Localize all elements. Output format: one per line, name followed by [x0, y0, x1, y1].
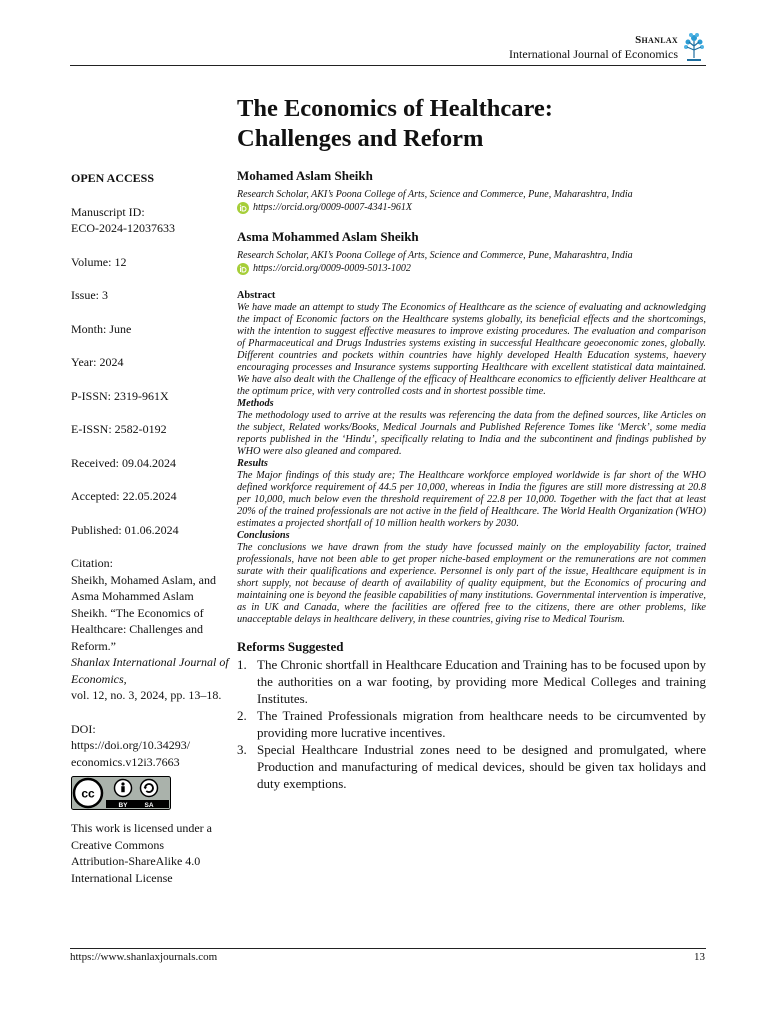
manuscript-id — [71, 204, 231, 237]
cc-by-text: BY — [118, 802, 128, 809]
month: Month: June — [71, 321, 132, 336]
received-date: Received: 09.04.2024 — [71, 455, 176, 470]
orcid-url[interactable]: https://orcid.org/0009-0009-5013-1002 — [253, 263, 411, 274]
header-divider — [70, 65, 706, 66]
list-item — [237, 656, 706, 707]
list-item-number: 3. — [237, 742, 247, 757]
footer-divider — [70, 948, 706, 949]
license-statement: This work is licensed under a Creative Commons Attribution-ShareAlike 4.0 International License — [71, 821, 212, 885]
shanlax-tree-logo — [682, 30, 706, 66]
orcid-icon — [237, 202, 249, 214]
methods-text: The methodology used to arrive at the results was referencing the data from the defined sources, like Articles on the subject, Related works/Books, Medical Journals and Published Reference Tomes like ‘Merck’, some media reports published in the ‘Hindu’, specifically relating to India and the subcontinent and findings published by WHO were also gleaned and compared. — [237, 410, 706, 457]
reforms-section — [237, 638, 706, 792]
author-affiliation: Research Scholar, AKI’s Poona College of Arts, Science and Commerce, Pune, Maharashtra, India — [237, 189, 633, 200]
abstract-heading: Abstract — [237, 290, 276, 301]
citation-label: Citation: — [71, 556, 113, 570]
list-item-number: 2. — [237, 708, 247, 723]
reforms-list — [237, 656, 706, 792]
citation-journal: Shanlax International Journal of Economics, — [71, 655, 229, 686]
cc-sa-text: SA — [144, 802, 154, 809]
year: Year: 2024 — [71, 355, 124, 369]
results-text: The Major findings of this study are; The Healthcare workforce employed worldwide is far short of the WHO defined workforce requirement of 44.5 per 10,000, whereas in India the figures are still more distressing at 20.8 per 10,000, much below even the threshold requirement of 22.8 per 10,000. Together with the fact that at least 20% of the trained professionals are not active in the field of Healthcare. The World Health Organization (WHO) estimates a projected shortfall of 10 million health workers by 2030. — [237, 470, 706, 529]
journal-header — [70, 30, 706, 60]
page-number: 13 — [694, 951, 705, 963]
reforms-heading: Reforms Suggested — [237, 639, 344, 654]
article-title — [237, 94, 706, 154]
cc-by-sa-license-icon[interactable] — [71, 776, 171, 810]
accepted-date: Accepted: 22.05.2024 — [71, 489, 177, 503]
list-item-number: 1. — [237, 657, 247, 672]
conclusions-heading: Conclusions — [237, 530, 290, 541]
abstract-section — [237, 290, 706, 626]
author-block-1 — [237, 168, 706, 215]
published-date: Published: 01.06.2024 — [71, 522, 179, 537]
doi-link[interactable]: https://doi.org/10.34293/ economics.v12i3.7663 — [71, 738, 191, 769]
conclusions-text: The conclusions we have drawn from the study have focussed mainly on the employability factor, trained professionals, have not been able to get proper niche-based employment or the remunerations are not commen surate with their qualifications and experience. Personnel is only part of the issue, Healthcare equipment is in short supply, not because of dearth of availability of quality equipment, but the Economics of procuring and maintaining one is beyond the feasible capabilities of many institutions. Governmental intervention is imperative, as in UK and Canada, where the facilities are offered free to the citizens, there are other problems, like unacceptable delays in healthcare delivery, in these countries, giving rise to Medical Tourism. — [237, 542, 706, 625]
orcid-icon — [237, 263, 249, 275]
doi-label: DOI: — [71, 721, 96, 736]
citation-text: Sheikh, Mohamed Aslam, and Asma Mohammed Aslam Sheikh. “The Economics of Healthcare: Challenges and Reform.” — [71, 572, 216, 653]
p-issn: P-ISSN: 2319-961X — [71, 388, 169, 403]
orcid-link[interactable] — [237, 262, 706, 276]
e-issn: E-ISSN: 2582-0192 — [71, 422, 167, 436]
journal-name: International Journal of Economics — [509, 47, 678, 61]
orcid-url[interactable]: https://orcid.org/0009-0007-4341-961X — [253, 202, 412, 213]
list-item-text: The Trained Professionals migration from healthcare needs to be circumvented by providing more lucrative incentives. — [257, 708, 706, 740]
author-name: Asma Mohammed Aslam Sheikh — [237, 229, 419, 244]
list-item — [237, 707, 706, 741]
orcid-link[interactable] — [237, 201, 706, 215]
author-affiliation: Research Scholar, AKI’s Poona College of Arts, Science and Commerce, Pune, Maharashtra, India — [237, 250, 633, 261]
methods-heading: Methods — [237, 398, 274, 409]
open-access-label: OPEN ACCESS — [71, 171, 155, 185]
citation — [71, 555, 231, 704]
list-item-text: Special Healthcare Industrial zones need to be designed and promulgated, where Production and manufacturing of medical devices, should be given tax holidays and duty exemptions. — [257, 742, 706, 791]
author-name: Mohamed Aslam Sheikh — [237, 168, 373, 183]
citation-volume: vol. 12, no. 3, 2024, pp. 13–18. — [71, 688, 222, 702]
article-body — [237, 94, 706, 792]
volume: Volume: 12 — [71, 254, 127, 269]
article-metadata-sidebar — [71, 170, 231, 886]
list-item — [237, 741, 706, 792]
list-item-text: The Chronic shortfall in Healthcare Education and Training has to be focused upon by the authorities on a war footing, by providing more Medical Colleges and training Institutes. — [257, 657, 706, 706]
results-heading: Results — [237, 458, 268, 469]
author-block-2 — [237, 229, 706, 276]
doi — [71, 721, 231, 771]
article-title-line-1: The Economics of Healthcare: — [237, 95, 553, 122]
issue: Issue: 3 — [71, 288, 108, 302]
footer-url-link[interactable]: https://www.shanlaxjournals.com — [70, 951, 218, 963]
manuscript-id-label: Manuscript ID: — [71, 204, 145, 219]
abstract-text: We have made an attempt to study The Economics of Healthcare as the science of evaluating and acknowledging the impact of Economic factors on the Healthcare systems globally, its beneficial effects and the shortcomings, with the intention to suggest effective measures to improve existing procedures. The evaluation and comparison of Pharmaceutical and Drugs Industries systems existing in successful Healthcare geoeconomic zones, globally. Different countries and pockets within countries have highly developed Health Education systems, haevery encouraging processes and Insurance systems supporting Healthcare with excellent statistical data maintained. We have also dealt with the Challenge of the efficacy of Healthcare economics to efficiently deliver Healthcare at the optimum price, with very controlled costs and in shortest possible time. — [237, 302, 706, 397]
publisher-name: Shanlax — [635, 34, 678, 46]
cc-text: cc — [81, 786, 95, 801]
article-title-line-2: Challenges and Reform — [237, 125, 484, 152]
manuscript-id-value: ECO-2024-12037633 — [71, 221, 175, 235]
